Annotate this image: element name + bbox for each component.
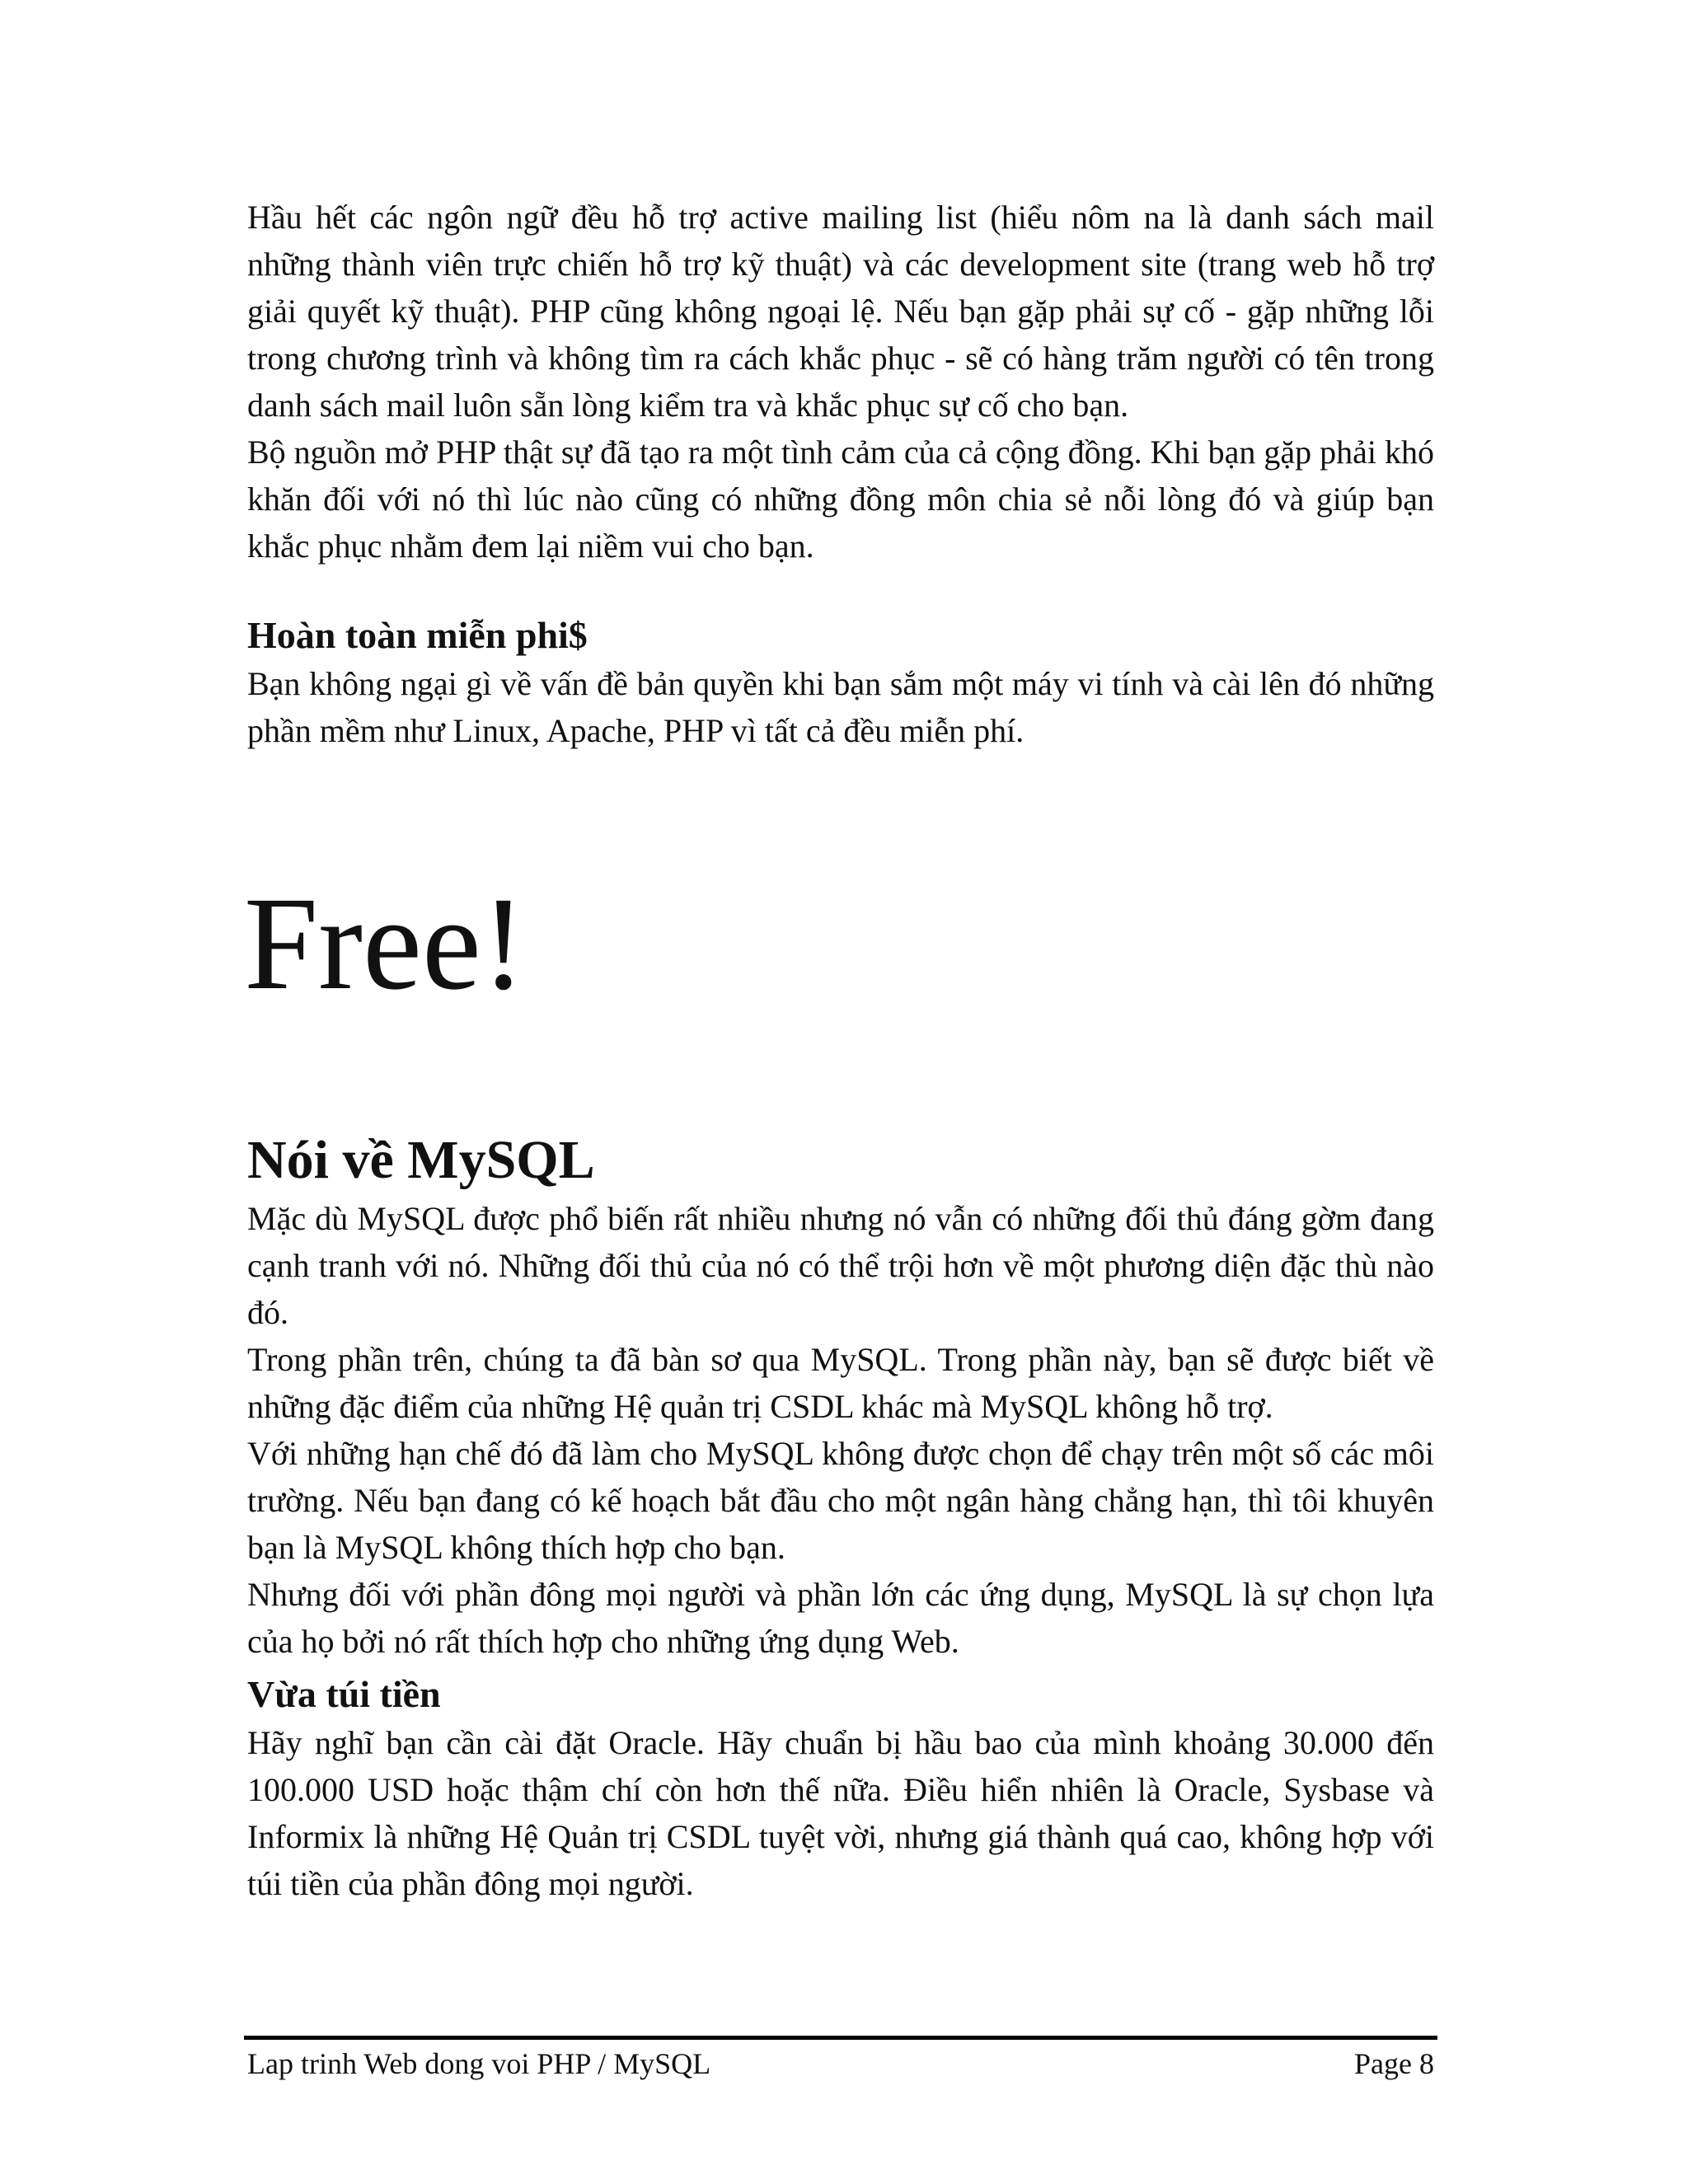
page-body xyxy=(247,194,1434,754)
intro-paragraph-2: Bộ nguồn mở PHP thật sự đã tạo ra một tình cảm của cả cộng đồng. Khi bạn gặp phải khó khăn đối với nó thì lúc nào cũng có những đồng môn chia sẻ nỗi lòng đó và giúp bạn khắc phục nhằm đem lại niềm vui cho bạn. xyxy=(247,434,1434,565)
page-footer xyxy=(247,2046,1434,2082)
section-heading-free: Hoàn toàn miễn phi$ xyxy=(247,614,588,656)
mysql-paragraph-4: Nhưng đối với phần đông mọi người và phần lớn các ứng dụng, MySQL là sự chọn lựa của họ bởi nó rất thích hợp cho những ứng dụng Web. xyxy=(247,1576,1434,1660)
footer-divider xyxy=(244,2036,1437,2040)
section-heading-affordable: Vừa túi tiền xyxy=(247,1673,441,1715)
mysql-paragraph-2: Trong phần trên, chúng ta đã bàn sơ qua MySQL. Trong phần này, bạn sẽ được biết về những đặc điểm của những Hệ quản trị CSDL khác mà MySQL không hỗ trợ. xyxy=(247,1341,1434,1425)
footer-title: Lap trinh Web dong voi PHP / MySQL xyxy=(247,2047,711,2080)
mysql-section xyxy=(247,1127,1434,1907)
free-big-text: Free! xyxy=(244,870,526,1018)
page-number: Page 8 xyxy=(1354,2047,1434,2080)
mysql-paragraph-1: Mặc dù MySQL được phổ biến rất nhiều nhưng nó vẫn có những đối thủ đáng gờm đang cạnh tranh với nó. Những đối thủ của nó có thể trội hơn về một phương diện đặc thù nào đó. xyxy=(247,1200,1434,1331)
mysql-paragraph-3: Với những hạn chế đó đã làm cho MySQL không được chọn để chạy trên một số các môi trường. Nếu bạn đang có kế hoạch bắt đầu cho một ngân hàng chẳng hạn, thì tôi khuyên bạn là MySQL không thích hợp cho bạn. xyxy=(247,1435,1434,1566)
affordable-paragraph: Hãy nghĩ bạn cần cài đặt Oracle. Hãy chuẩn bị hầu bao của mình khoảng 30.000 đến 100.000 USD hoặc thậm chí còn hơn thế nữa. Điều hiển nhiên là Oracle, Sysbase và Informix là những Hệ Quản trị CSDL tuyệt vời, nhưng giá thành quá cao, không hợp với túi tiền của phần đông mọi người. xyxy=(247,1724,1434,1902)
intro-paragraph-1: Hầu hết các ngôn ngữ đều hỗ trợ active mailing list (hiểu nôm na là danh sách mail những thành viên trực chiến hỗ trợ kỹ thuật) và các development site (trang web hỗ trợ giải quyết kỹ thuật). PHP cũng không ngoại lệ. Nếu bạn gặp phải sự cố - gặp những lỗi trong chương trình và không tìm ra cách khắc phục - sẽ có hàng trăm người có tên trong danh sách mail luôn sẵn lòng kiểm tra và khắc phục sự cố cho bạn. xyxy=(247,199,1434,424)
section-heading-mysql: Nói về MySQL xyxy=(247,1130,595,1190)
free-paragraph: Bạn không ngại gì về vấn đề bản quyền khi bạn sắm một máy vi tính và cài lên đó những phần mềm như Linux, Apache, PHP vì tất cả đều miễn phí. xyxy=(247,665,1434,749)
